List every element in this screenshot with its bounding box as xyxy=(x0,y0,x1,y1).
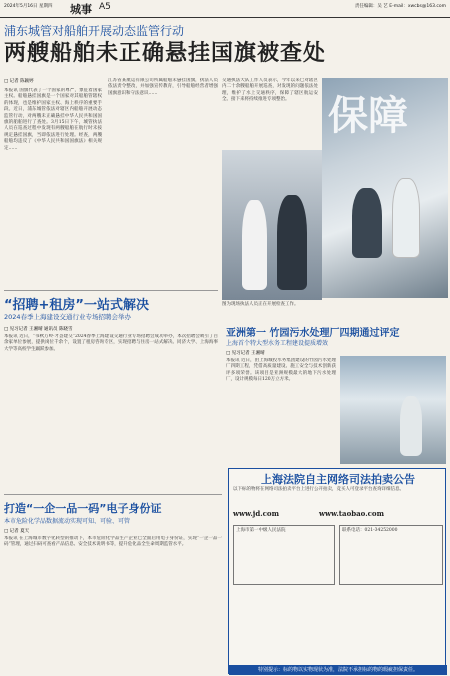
section-name: 城事 xyxy=(70,3,92,16)
photo-figure xyxy=(242,200,267,290)
auction-site-link[interactable]: www.taobao.com xyxy=(319,509,384,518)
auction-item-box xyxy=(233,525,335,585)
hire-subheadline: 2024春季上海建设交通行业专场招聘会举办 xyxy=(4,313,132,321)
hire-byline: □ 见习记者 王湘晴 通讯员 陈晓雪 xyxy=(4,327,73,332)
hire-article: 本报讯 近日，“书秋万岭·才荟建交”2024春季上海建设交通行业专场招聘会成功举办，本次招聘会吸引了百余家单位参展，提供岗位千余个，设置了租房咨询专区，实现招聘与住房一站式解决。同济大学、上海海事大学等高校学生踊跃参加。 xyxy=(4,334,218,352)
water-article: 本报讯 近日，由上海城投水务集团建设的竹园污水处理厂四期工程，凭借高质量建设、施工安全与技术创新获评多项荣誉。该项目是亚洲规模最大的地下污水处理厂，设计规模每日120万立方米。 xyxy=(226,358,336,383)
issue-date: 2024年5月16日 星期四 xyxy=(4,4,53,9)
court-name: 上海市第一中级人民法院 xyxy=(236,528,286,533)
photo-figure xyxy=(277,195,307,290)
photo-figure xyxy=(352,188,382,258)
qr-byline: □ 记者 夏天 xyxy=(4,529,30,534)
feature-photo xyxy=(322,78,448,298)
court-notice-footer: 特别提示：标的物以实物现状为准，法院不承担标的物的瑕疵担保责任。 xyxy=(229,665,447,675)
masthead xyxy=(0,0,450,18)
court-contact: 联系电话：021-34252000 xyxy=(342,528,398,533)
editor-info: 责任编辑：吴 艺 E-mail：xwcbs@163.com xyxy=(354,4,446,9)
main-article-col3: 交通执法大队工作人员表示，今年以来已对辖区内二十余艘船舶开展巡查，对发现的问题依法处理，维护了水上交通秩序，保障了辖区航运安全。接下来将持续推进专项整治。 xyxy=(222,78,318,103)
court-notice-intro: 以下标的物将在网络司法拍卖平台上进行公开拍卖，竞买人可登录平台查询详细信息。 xyxy=(233,487,404,492)
page-number: A5 xyxy=(99,2,111,12)
auction-item-box xyxy=(339,525,443,585)
water-headline: 亚洲第一 竹园污水处理厂四期通过评定 xyxy=(226,328,400,339)
water-photo xyxy=(340,356,446,464)
water-byline: □ 见习记者 王湘晴 xyxy=(226,351,265,356)
photo-figure xyxy=(392,178,420,258)
qr-article: 本报讯 在上海城市数字化转型的推动下，本市危险化学品生产企业已全面启用电子身份证，实现“一企一品一码”管理，通过扫码可查看产品信息、安全技术说明书等，提升危化品全生命周期监管水平。 xyxy=(4,536,222,548)
photo-caption: 图为现场执法人员正在开展检查工作。 xyxy=(222,302,299,307)
photo-figure xyxy=(400,396,422,456)
photo-overlay-text: 保障 xyxy=(328,93,408,139)
main-byline: □ 记者 陈颖婷 xyxy=(4,79,34,84)
qr-subheadline: 本市危险化学品数据流动实现可知、可验、可管 xyxy=(4,518,131,525)
main-article-col2: 江苏省某航运有限公司所属船舶未悬挂国旗，执法人员依法责令整改，并加强宣传教育，引导船舶经营者增强国旗意识和守法意识…… xyxy=(108,78,218,96)
section-divider xyxy=(4,290,218,291)
main-subheadline: 浦东城管对船舶开展动态监管行动 xyxy=(4,24,185,38)
water-subheadline: 上海首个特大型水务工程建设提质增效 xyxy=(226,340,329,347)
inspection-photo xyxy=(222,150,322,300)
main-article-col1: 本报讯 国旗代表了一个国家的尊严，象征着国家主权。船舶悬挂国旗是一个国家对其船舶管辖权的体现，也是维护国家主权、海上秩序的重要手段。近日，浦东城管依法对辖区内船舶开展动态监管行动，对两艘未正确悬挂中华人民共和国国旗的船舶进行了查处。3月15日下午，城管执法人员在巡查过程中发现有两艘船舶在航行时未按规定悬挂国旗，当即依法进行处理。经查，两艘船舶均违反了《中华人民共和国国旗法》相关规定…… xyxy=(4,88,102,151)
hire-headline: “招聘+租房”一站式解决 xyxy=(4,298,149,313)
section-divider xyxy=(4,494,222,495)
court-auction-notice xyxy=(228,468,446,674)
auction-site-link[interactable]: www.jd.com xyxy=(233,509,280,518)
court-notice-title: 上海法院自主网络司法拍卖公告 xyxy=(261,473,415,486)
main-headline: 两艘船舶未正确悬挂国旗被查处 xyxy=(4,41,327,66)
qr-headline: 打造“一企一品一码”电子身份证 xyxy=(4,502,162,515)
